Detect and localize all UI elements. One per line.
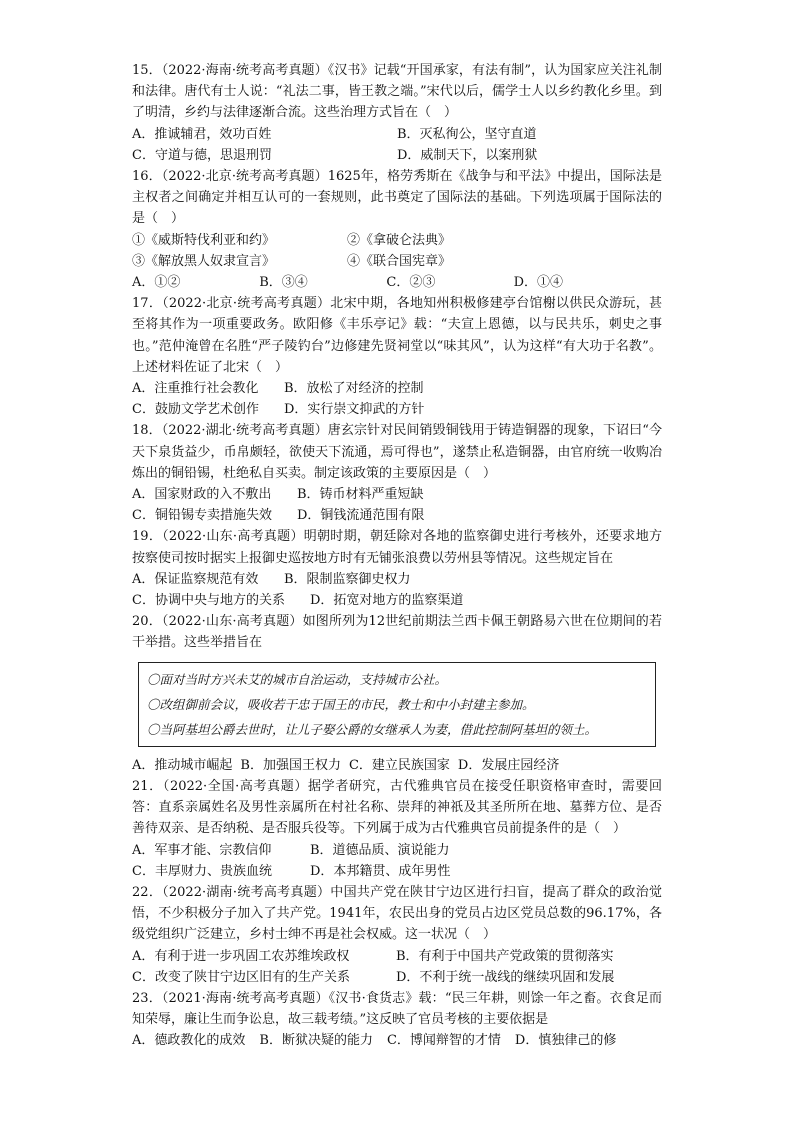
option-c[interactable]: C．协调中央与地方的关系 — [132, 593, 285, 609]
option-a[interactable]: A．军事才能、宗教信仰 — [132, 842, 272, 858]
question-15 — [132, 60, 662, 166]
option-d[interactable]: D．拓宽对地方的监察渠道 — [310, 593, 464, 609]
question-22 — [132, 882, 662, 988]
options-row — [132, 505, 662, 526]
option-a[interactable]: A．推诚辅君，效功百姓 — [132, 126, 272, 142]
option-b[interactable]: B．放松了对经济的控制 — [284, 381, 424, 397]
numbered-items — [132, 230, 662, 272]
options-row — [132, 861, 662, 882]
question-18 — [132, 420, 662, 526]
option-d[interactable]: D．发展庄园经济 — [457, 757, 560, 773]
question-stem: 22．（2022·湖南·统考高考真题）中国共产党在陕甘宁边区进行扫盲，提高了群众的政治觉悟，不少积极分子加入了共产党。1941年，农民出身的党员占边区党员总数的96.17%，各级党组织广泛建立，乡村士绅不再是社会权威。这一状况（ ） — [132, 884, 662, 943]
options-row — [132, 840, 662, 861]
option-a[interactable]: A．有利于进一步巩固工农苏维埃政权 — [132, 948, 350, 964]
options-row — [132, 590, 662, 611]
options-row — [132, 1030, 662, 1051]
measures-figure — [138, 662, 656, 747]
question-stem: 21．（2022·全国·高考真题）据学者研究，古代雅典官员在接受任职资格审查时，需要回答：直系亲属姓名及男性亲属所在村社名称、崇拜的神祇及其圣所所在地、墓葬方位、是否善待双亲、是否纳税、是否服兵役等。下列属于成为古代雅典官员前提条件的是（ ） — [132, 778, 662, 837]
option-d[interactable]: D．①④ — [513, 275, 563, 291]
question-21 — [132, 776, 662, 882]
option-c[interactable]: C．②③ — [386, 275, 436, 291]
question-stem: 23．（2021·海南·统考高考真题）《汉书·食货志》载：“民三年耕，则馀一年之畜。衣食足而知荣辱，廉让生而争讼息，故三载考绩。”这反映了官员考核的主要依据是 — [132, 990, 662, 1028]
option-c[interactable]: C．铜铅锡专卖措施失效 — [132, 508, 272, 524]
options-row — [132, 946, 662, 967]
question-stem: 15．（2022·海南·统考高考真题）《汉书》记载“开国承家，有法有制”，认为国家应关注礼制和法律。唐代有士人说：“礼法二事，皆王教之端。”宋代以后，儒学士人以乡约教化乡里。到了明清，乡约与法律逐渐合流。这些治理方式旨在（ ） — [132, 63, 662, 121]
figure-line: 〇面对当时方兴未艾的城市自治运动，支持城市公社。 — [147, 671, 448, 687]
option-c[interactable]: C．丰厚财力、贵族血统 — [132, 863, 272, 879]
item-3: ③《解放黑人奴隶宣言》 — [132, 253, 276, 269]
question-16 — [132, 166, 662, 293]
options-row — [132, 484, 662, 505]
question-23 — [132, 988, 662, 1052]
option-a[interactable]: A．德政教化的成效 — [132, 1033, 246, 1049]
option-b[interactable]: B．③④ — [259, 275, 308, 291]
options-row — [132, 399, 662, 420]
options-row — [132, 145, 662, 166]
options-row — [132, 378, 662, 399]
option-a[interactable]: A．注重推行社会教化 — [132, 381, 259, 397]
options-row — [132, 967, 662, 988]
option-b[interactable]: B．道德品质、演说能力 — [310, 842, 450, 858]
option-d[interactable]: D．威制天下，以案刑狱 — [397, 147, 538, 163]
option-b[interactable]: B．有利于中国共产党政策的贯彻落实 — [396, 948, 614, 964]
item-1: ①《威斯特伐利亚和约》 — [132, 232, 276, 248]
option-c[interactable]: C．建立民族国家 — [348, 757, 450, 773]
options-row — [132, 755, 662, 776]
question-stem: 18．（2022·湖北·统考高考真题）唐玄宗针对民间销毁铜钱用于铸造铜器的现象，下诏曰“今天下泉货益少，币帛颇轻，欲使天下流通，焉可得也”，遂禁止私造铜器，由官府统一收购冶炼出的铜铅锡，杜绝私自买卖。制定该政策的主要原因是（ ） — [132, 423, 662, 481]
options-row — [132, 124, 662, 145]
exam-page — [132, 60, 662, 1052]
option-b[interactable]: B．灭私徇公，坚守直道 — [397, 126, 537, 142]
options-row — [132, 569, 662, 590]
question-17 — [132, 293, 662, 420]
question-stem: 19．（2022·山东·高考真题）明朝时期，朝廷除对各地的监察御史进行考核外，还要求地方按察使司按时据实上报御史巡按地方时有无铺张浪费以劳州县等情况。这些规定旨在 — [132, 529, 662, 566]
option-b[interactable]: B．断狱决疑的能力 — [259, 1033, 373, 1049]
option-d[interactable]: D．实行崇文抑武的方针 — [284, 402, 425, 418]
option-b[interactable]: B．限制监察御史权力 — [284, 571, 411, 587]
option-a[interactable]: A．保证监察规范有效 — [132, 571, 259, 587]
option-a[interactable]: A．国家财政的入不敷出 — [132, 487, 272, 503]
question-stem: 20．（2022·山东·高考真题）如图所列为12世纪前期法兰西卡佩王朝路易六世在位期间的若干举措。这些举措旨在 — [132, 614, 662, 651]
option-a[interactable]: A．推动城市崛起 — [132, 757, 233, 773]
option-c[interactable]: C．博闻辩智的才情 — [386, 1033, 501, 1049]
question-20 — [132, 611, 662, 776]
option-a[interactable]: A．①② — [132, 275, 181, 291]
item-4: ④《联合国宪章》 — [347, 253, 452, 269]
figure-line: 〇改组御前会议，吸收若干忠于国王的市民，教士和中小封建主参加。 — [147, 696, 535, 712]
question-stem: 17．（2022·北京·统考高考真题）北宋中期，各地知州积极修建亭台馆榭以供民众游玩，甚至将其作为一项重要政务。欧阳修《丰乐亭记》载：“夫宣上恩德，以与民共乐，刺史之事也。”范仲淹曾在名胜“严子陵钓台”边修建先贤祠堂以“味其风”，认为这样“有大功于名教”。上述材料佐证了北宋（ ） — [132, 296, 662, 375]
option-c[interactable]: C．守道与德，思退刑罚 — [132, 147, 272, 163]
item-2: ②《拿破仑法典》 — [347, 232, 452, 248]
option-d[interactable]: D．不利于统一战线的继续巩固和发展 — [396, 969, 615, 985]
question-19 — [132, 526, 662, 611]
option-d[interactable]: D．慎独律己的修 — [514, 1033, 617, 1049]
option-d[interactable]: D．本邦籍贯、成年男性 — [310, 863, 451, 879]
figure-line: 〇当阿基坦公爵去世时，让儿子娶公爵的女继承人为妻，借此控制阿基坦的领土。 — [147, 721, 598, 737]
question-stem: 16．（2022·北京·统考高考真题）1625年，格劳秀斯在《战争与和平法》中提出，国际法是主权者之间确定并相互认可的一套规则，此书奠定了国际法的基础。下列选项属于国际法的是（ ） — [132, 169, 662, 227]
options-row — [132, 272, 662, 293]
option-d[interactable]: D．铜钱流通范围有限 — [297, 508, 425, 524]
option-b[interactable]: B．加强国王权力 — [240, 757, 341, 773]
option-c[interactable]: C．改变了陕甘宁边区旧有的生产关系 — [132, 969, 350, 985]
option-c[interactable]: C．鼓励文学艺术创作 — [132, 402, 259, 418]
option-b[interactable]: B．铸币材料严重短缺 — [297, 487, 424, 503]
